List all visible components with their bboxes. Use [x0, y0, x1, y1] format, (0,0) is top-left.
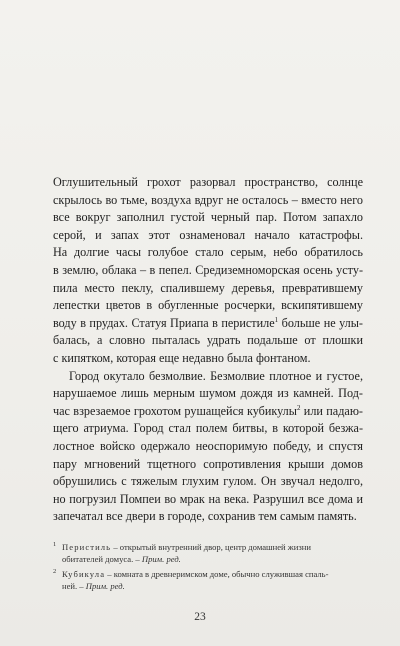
text-line: все вокруг заполнил густой черный пар. Потом запахло: [53, 210, 363, 225]
footnote-line: [62, 553, 363, 565]
footnote-line: [62, 568, 363, 580]
text-line: серой, и запах этот ознаменовал начало катастрофы.: [53, 227, 363, 242]
text-line: Оглушительный грохот разорвал пространство, солнце: [53, 175, 363, 189]
text-line: но погрузил Помпеи во мрак на века. Разрушил все дома и: [53, 491, 363, 506]
footnotes: [53, 541, 363, 595]
footnote-term: Перистиль: [62, 542, 112, 552]
text-line: скрылось во тьме, воздуха вдруг не осталось – вместо него: [53, 192, 363, 207]
footnote-term: Кубикула: [62, 569, 106, 579]
text-line: [53, 315, 363, 333]
body-text: [53, 174, 363, 526]
text-line: пару мгновений тщетного сопротивления крыши домов: [53, 456, 363, 471]
footnote-1: [53, 541, 363, 565]
text-line: балась, а словно пыталась удрать подальше от плошки: [53, 333, 363, 348]
editor-note: Прим. ред.: [85, 581, 125, 591]
page-number: 23: [194, 611, 206, 623]
text-fragment: больше не улы-: [278, 315, 363, 330]
text-line: На долгие часы голубое стало серым, небо обратилось: [53, 245, 363, 260]
paragraph-2: [53, 368, 363, 526]
text-line: Город окутало безмолвие. Безмолвие плотное и густое,: [69, 368, 363, 383]
text-line: лостное войско одержало неоспоримую победу, и спустя: [53, 438, 363, 453]
footnote-line: [62, 541, 363, 553]
text-line: в землю, облака – в пепел. Средиземноморская осень усту-: [53, 262, 363, 277]
text-line: лепестки цветов в обугленные росчерки, вскипятившему: [53, 298, 363, 313]
text-line: [53, 403, 363, 421]
text-fragment: воду в прудах. Статуя Приапа в перистиле: [53, 315, 275, 330]
text-line: запечатал все двери в городе, сохранив тем самым память.: [53, 509, 357, 524]
footnote-text: ней. –: [62, 581, 86, 591]
footnote-mark: 2: [53, 568, 57, 575]
text-fragment: или падаю-: [300, 403, 363, 418]
text-line: с кипятком, которая еще недавно была фонтаном.: [53, 350, 311, 365]
text-fragment: час взрезаемое грохотом рушащейся кубикулы: [53, 403, 297, 418]
text-line: щего атриума. Город стал полем битвы, в которой безжа-: [53, 421, 363, 436]
text-line: пила место пеклу, спалившему деревья, превратившему: [53, 280, 363, 295]
footnote-text: – открытый внутренний двор, центр домашней жизни: [111, 542, 311, 552]
footnote-line: [62, 580, 363, 592]
footnote-2: [53, 568, 363, 592]
text-line: обрушились с тяжелым глухим гулом. Он звучал недолго,: [53, 474, 363, 489]
footnote-mark: 1: [53, 541, 57, 548]
paragraph-1: [53, 174, 363, 368]
footnote-text: – комната в древнеримском доме, обычно служившая спаль-: [105, 569, 329, 579]
footnote-ref-2[interactable]: 2: [296, 403, 301, 412]
footnote-ref-1[interactable]: 1: [274, 315, 279, 324]
text-line: нарушаемое лишь мерным шумом дождя из камней. Под-: [53, 386, 363, 401]
editor-note: Прим. ред.: [141, 554, 181, 564]
footnote-text: обитателей домуса. –: [62, 554, 142, 564]
